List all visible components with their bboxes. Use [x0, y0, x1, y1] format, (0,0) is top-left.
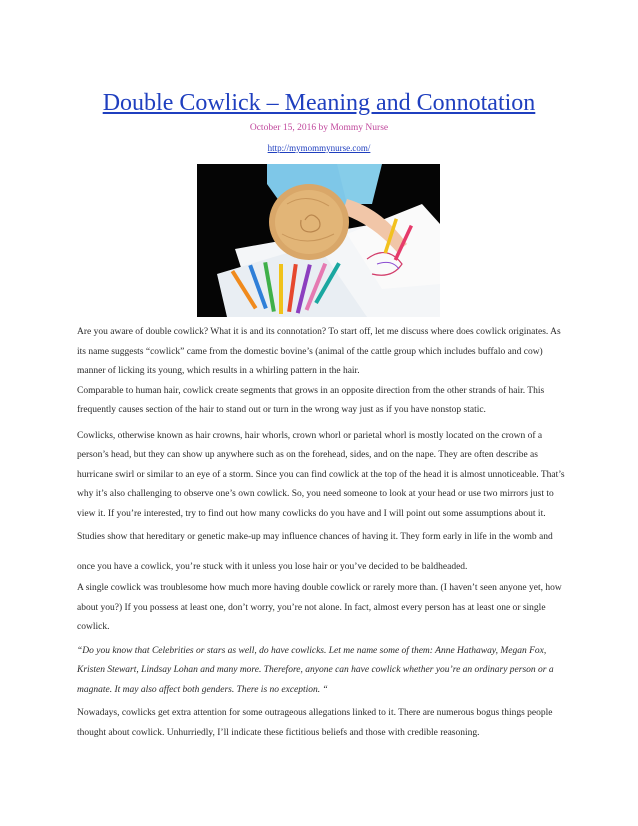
paragraph-baldheaded: once you have a cowlick, you’re stuck with it unless you lose hair or you’ve decided to be baldheaded.: [77, 561, 468, 572]
paragraph-celebrities-quote: “Do you know that Celebrities or stars as well, do have cowlicks. Let me name some of them: Anne Hathaway, Megan Fox, Kristen Stewart, Lindsay Lohan and many more. Therefore, anyone can have cowlick whether you’re an ordinary person or a magnate. It may also affect both genders. There is no exception. “: [77, 645, 554, 695]
paragraph-nowadays: Nowadays, cowlicks get extra attention for some outrageous allegations linked to it. There are numerous bogus things people thought about cowlick. Unhurriedly, I’ll indicate these fictitious beliefs and those with credible reasoning.: [77, 708, 553, 738]
article-body: [77, 323, 567, 743]
paragraph-intro: Are you aware of double cowlick? What it is and its connotation? To start off, let me discuss where does cowlick originates. As its name suggests “cowlick” came from the domestic bovine’s (animal of the cattle group which includes buffalo and cow) manner of licking its young, which results in a whirling pattern in the hair.: [77, 327, 561, 376]
source-link[interactable]: http://mymommynurse.com/: [267, 143, 371, 153]
article-photo: [197, 164, 440, 317]
paragraph-comparison: Comparable to human hair, cowlick create segments that grows in an opposite direction from the other strands of hair. This frequently causes section of the hair to stand out or turn in the wrong way just as if you have nonstop static.: [77, 385, 545, 415]
paragraph-single-cowlick: A single cowlick was troublesome how much more having double cowlick or rarely more than. (I haven’t seen anyone yet, how about you?) If you possess at least one, don’t worry, you’re not alone. In fact, almost every person has at least one or single cowlick.: [77, 583, 562, 632]
paragraph-studies: Studies show that hereditary or genetic make-up may influence chances of having it. They form early in life in the womb and: [77, 532, 553, 542]
article-byline: October 15, 2016 by Mommy Nurse: [249, 123, 389, 133]
article-title[interactable]: Double Cowlick – Meaning and Connotation: [102, 90, 536, 116]
paragraph-hair-crowns: Cowlicks, otherwise known as hair crowns, hair whorls, crown whorl or parietal whorl is mostly located on the crown of a person’s head, but they can show up anywhere such as on the forehead, sides, and on the nape. They are often describe as hurricane swirl or similar to an eye of a storm. Since you can find cowlick at the top of the head it is almost unnoticeable. That’s why it’s also challenging to observe one’s own cowlick. So, you need someone to look at your head or use two mirrors just to view it. If you’re interested, try to find out how many cowlicks do you have and I will point out some assumptions about it.: [77, 430, 565, 519]
child-drawing-illustration: [197, 164, 440, 317]
